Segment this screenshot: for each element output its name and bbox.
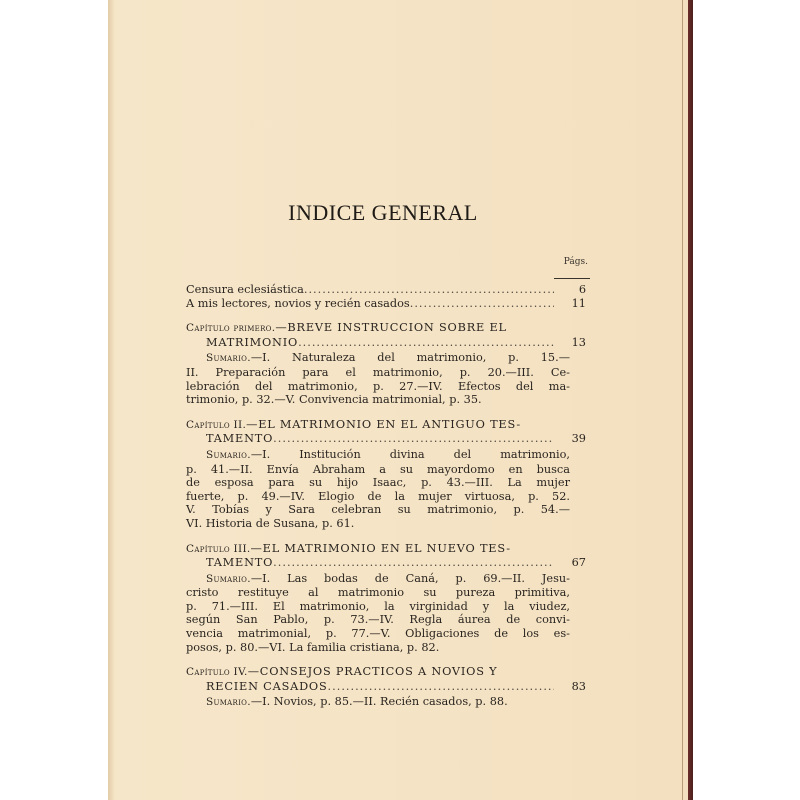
chapter-summary: [186, 572, 586, 655]
chapter-page: 39: [571, 432, 586, 446]
dot-leader: [304, 283, 554, 297]
summary-line: p. 71.—III. El matrimonio, la virginidad y la viudez,: [186, 599, 570, 613]
summary-label: Sumario.: [206, 352, 251, 365]
summary-line: cristo restituye al matrimonio su pureza primitiva,: [186, 586, 570, 600]
toc-chapter-3: [186, 542, 586, 655]
toc-chapter-1: [186, 321, 586, 407]
toc-chapter-2: [186, 418, 586, 531]
chapter-title-line1: —EL MATRIMONIO EN EL ANTIGUO TES-: [246, 417, 522, 431]
chapter-label: Capítulo II.: [186, 418, 247, 431]
entry-title: A mis lectores, novios y recién casados: [186, 296, 410, 310]
chapter-title-line1: —EL MATRIMONIO EN EL NUEVO TES-: [250, 541, 511, 555]
chapter-label: Capítulo primero.: [186, 322, 276, 335]
summary-line: II. Preparación para el matrimonio, p. 20.—III. Ce-: [186, 365, 570, 379]
chapter-heading: [186, 418, 586, 433]
summary-line: —I. Novios, p. 85.—II. Recién casados, p. 88.: [250, 695, 508, 709]
chapter-title-line2: RECIEN CASADOS: [206, 679, 328, 693]
chapter-heading: [186, 665, 586, 680]
summary-line: fuerte, p. 49.—IV. Elogio de la mujer virtuosa, p. 52.: [186, 489, 570, 503]
chapter-label: Capítulo III.: [186, 542, 251, 555]
table-of-contents: [186, 283, 586, 710]
chapter-page: 83: [571, 679, 586, 693]
dot-leader: [273, 432, 554, 446]
chapter-summary: [186, 695, 586, 710]
summary-line: lebración del matrimonio, p. 27.—IV. Efectos del ma-: [186, 379, 570, 393]
summary-line: V. Tobías y Sara celebran su matrimonio, p. 54.—: [186, 503, 570, 517]
summary-line: —I. Institución divina del matrimonio,: [250, 447, 570, 461]
summary-line: de esposa para su hijo Isaac, p. 43.—III. La mujer: [186, 476, 570, 490]
entry-page: 6: [578, 283, 586, 296]
summary-line: p. 41.—II. Envía Abraham a su mayordomo en busca: [186, 462, 570, 476]
toc-chapter-4: [186, 665, 586, 710]
chapter-summary: [186, 448, 586, 531]
chapter-page: 67: [571, 556, 586, 570]
chapter-title-line2: MATRIMONIO: [206, 335, 299, 349]
chapter-title-line2: TAMENTO: [206, 556, 274, 570]
chapter-heading: [186, 321, 586, 336]
entry-page: 11: [571, 296, 586, 310]
chapter-summary: [186, 351, 586, 406]
page-edge-line: [682, 0, 683, 800]
dot-leader: [298, 336, 554, 350]
summary-line: según San Pablo, p. 73.—IV. Regla áurea de convi-: [186, 613, 570, 627]
toc-entry-lectores: [186, 297, 586, 311]
summary-label: Sumario.: [206, 448, 251, 461]
summary-line: trimonio, p. 32.—V. Convivencia matrimonial, p. 35.: [186, 393, 482, 407]
pages-header-rule: [554, 278, 590, 279]
summary-line: VI. Historia de Susana, p. 61.: [186, 516, 355, 530]
page-gutter-shadow: [108, 0, 114, 800]
chapter-page: 13: [571, 335, 586, 349]
entry-title: Censura eclesiástica: [186, 283, 304, 296]
chapter-title-line1: —BREVE INSTRUCCION SOBRE EL: [275, 321, 507, 335]
book-cover-edge: [688, 0, 693, 800]
chapter-title-line2: TAMENTO: [206, 432, 274, 446]
chapter-label: Capítulo IV.: [186, 666, 248, 679]
dot-leader: [328, 680, 554, 694]
summary-line: vencia matrimonial, p. 77.—V. Obligaciones de los es-: [186, 627, 570, 641]
toc-entry-censura: [186, 283, 586, 297]
summary-label: Sumario.: [206, 696, 251, 709]
pages-column-header: Págs.: [563, 257, 588, 267]
summary-label: Sumario.: [206, 572, 251, 585]
summary-line: —I. Naturaleza del matrimonio, p. 15.—: [250, 351, 570, 365]
dot-leader: [273, 556, 554, 570]
chapter-title-line1: —CONSEJOS PRACTICOS A NOVIOS Y: [247, 665, 498, 679]
chapter-heading: [186, 542, 586, 557]
summary-line: posos, p. 80.—VI. La familia cristiana, p. 82.: [186, 640, 440, 654]
summary-line: —I. Las bodas de Caná, p. 69.—II. Jesu-: [250, 571, 570, 585]
dot-leader: [410, 297, 554, 311]
page-title: INDICE GENERAL: [288, 200, 478, 225]
